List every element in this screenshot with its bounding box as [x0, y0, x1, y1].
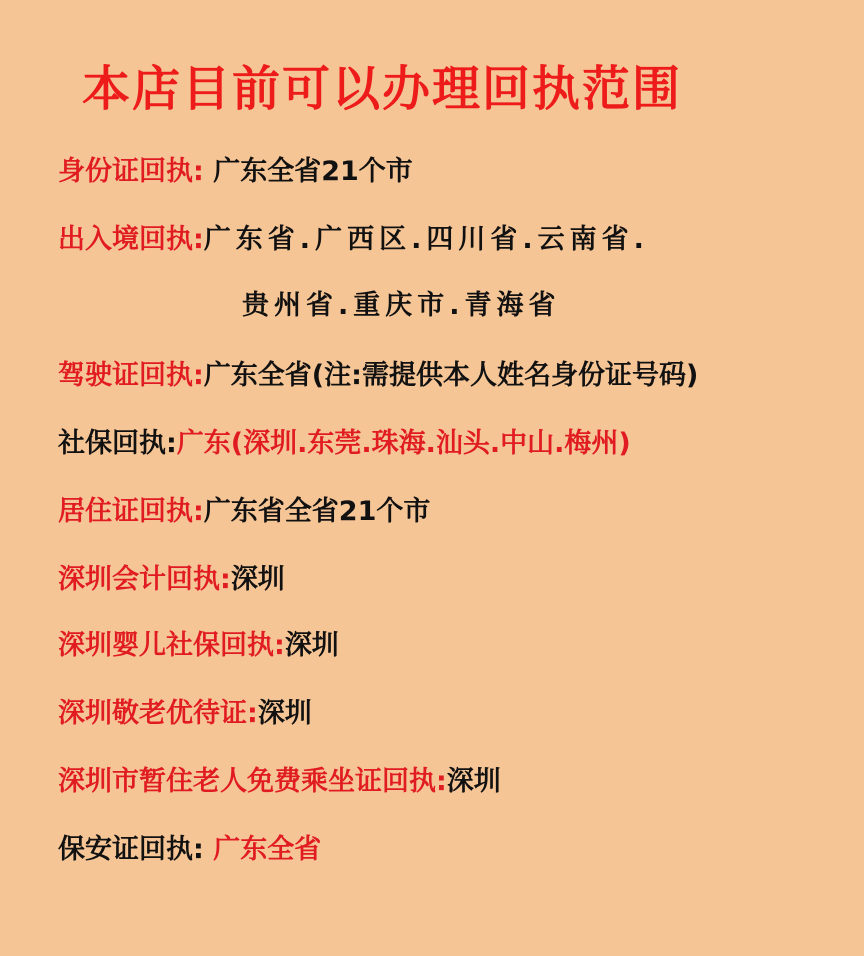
item-label: 保安证回执:: [58, 834, 204, 865]
item-label: 深圳市暂住老人免费乘坐证回执:: [58, 766, 447, 797]
item-value: 广东全省21个市: [213, 156, 413, 187]
item-label: 深圳婴儿社保回执:: [58, 630, 285, 661]
list-item-social-security: [58, 424, 631, 464]
item-value: 深圳: [284, 630, 339, 661]
list-item-shenzhen-senior-ride-pass: [58, 762, 501, 802]
item-label: 社保回执:: [58, 428, 177, 459]
item-value: 广东省.广西区.四川省.云南省.: [203, 224, 649, 255]
item-value: 深圳: [230, 564, 285, 595]
item-label: 居住证回执:: [58, 496, 204, 527]
item-label: 出入境回执:: [58, 224, 204, 255]
item-value: 深圳: [257, 698, 312, 729]
list-item-shenzhen-accounting: [58, 560, 285, 600]
list-item-shenzhen-senior-card: [58, 694, 312, 734]
list-item-exit-entry: [58, 220, 649, 260]
list-item-residence-permit: [58, 492, 430, 532]
list-item-shenzhen-infant-social-security: [58, 626, 339, 666]
item-value: 广东省全省21个市: [203, 496, 431, 527]
page-title: 本店目前可以办理回执范围: [82, 61, 683, 117]
item-label: 深圳敬老优待证:: [58, 698, 258, 729]
item-value: 广东全省(注:需提供本人姓名身份证号码): [203, 360, 699, 391]
item-value: 广东全省: [213, 834, 322, 865]
list-item-security-guard-license: [58, 830, 321, 870]
item-label: 身份证回执:: [58, 156, 204, 187]
item-label: 深圳会计回执:: [58, 564, 231, 595]
item-value-continued: 贵州省.重庆市.青海省: [242, 290, 561, 321]
list-item-id-card: [58, 152, 413, 192]
item-label: 驾驶证回执:: [58, 360, 204, 391]
item-value: 广东(深圳.东莞.珠海.汕头.中山.梅州): [176, 428, 631, 459]
item-value: 深圳: [446, 766, 501, 797]
list-item-driver-license: [58, 356, 698, 396]
list-item-exit-entry-continued: [242, 286, 561, 326]
